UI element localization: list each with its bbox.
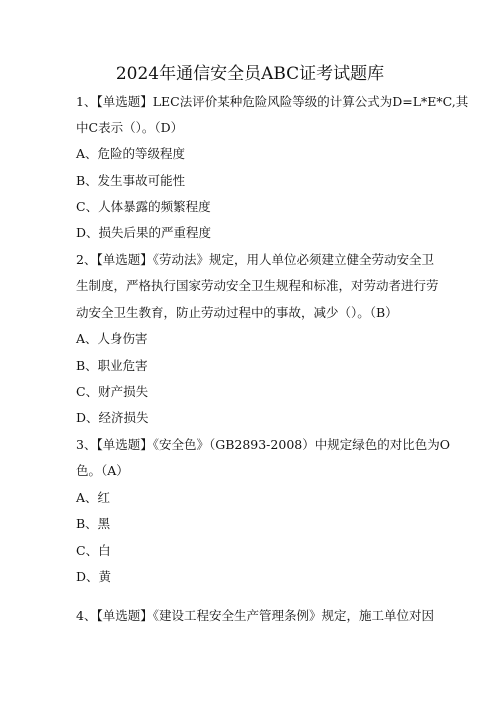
question-2-option-a: A、人身伤害 (76, 331, 148, 346)
question-3-text-line-1: 3、【单选题】《安全色》（GB2893-2008）中规定绿色的对比色为O (76, 437, 450, 452)
document-title: 2024年通信安全员ABC证考试题库 (115, 64, 385, 84)
question-3-option-d: D、黄 (76, 569, 112, 584)
question-2-text-line-3: 动安全卫生教育，防止劳动过程中的事故，减少（）。（B） (76, 305, 398, 320)
question-1-option-c: C、人体暴露的频繁程度 (76, 199, 211, 214)
question-2-option-d: D、经济损失 (76, 410, 149, 425)
question-2-text-line-1: 2、【单选题】《劳动法》规定，用人单位必须建立健全劳动安全卫 (76, 252, 434, 267)
question-3-option-c: C、白 (76, 543, 111, 558)
question-4-text-line-1: 4、【单选题】《建设工程安全生产管理条例》规定，施工单位对因 (76, 608, 434, 623)
question-1-option-a: A、危险的等级程度 (76, 146, 186, 161)
question-2-option-b: B、职业危害 (76, 358, 148, 373)
question-3-text-line-2: 色。（A） (76, 463, 129, 478)
question-2-text-line-2: 生制度，严格执行国家劳动安全卫生规程和标准，对劳动者进行劳 (76, 278, 439, 293)
question-1-option-b: B、发生事故可能性 (76, 173, 186, 188)
question-3-option-b: B、黑 (76, 516, 111, 531)
question-1-text-line-1: 1、【单选题】LEC法评价某种危险风险等级的计算公式为D=L*E*C,其 (76, 94, 469, 109)
question-3-option-a: A、红 (76, 490, 111, 505)
question-1-text-line-2: 中C表示（）。（D） (76, 120, 184, 135)
question-2-option-c: C、财产损失 (76, 384, 149, 399)
question-1-option-d: D、损失后果的严重程度 (76, 225, 212, 240)
